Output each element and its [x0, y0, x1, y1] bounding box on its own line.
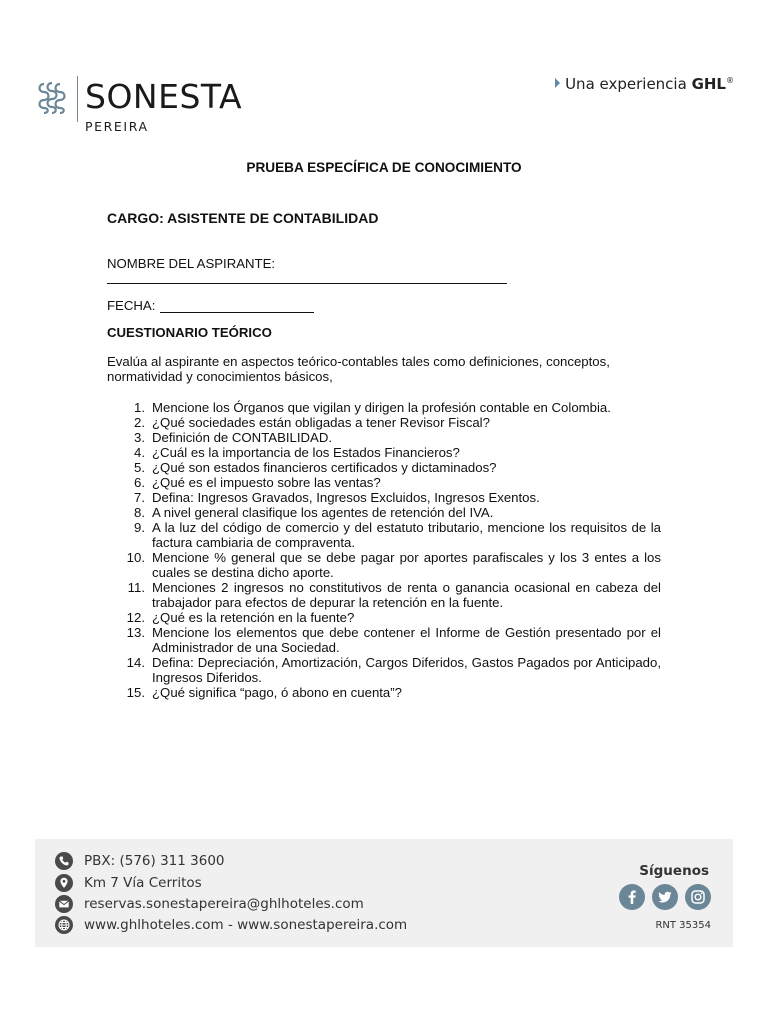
section-title: CUESTIONARIO TEÓRICO [107, 325, 272, 340]
intro-paragraph-line-2: normatividad y conocimientos básicos, [107, 369, 333, 384]
logo-divider [77, 76, 78, 122]
applicant-name-label: NOMBRE DEL ASPIRANTE: [107, 256, 276, 271]
question-text: Menciones 2 ingresos no constitutivos de renta o ganancia ocasional en cabeza del trabajador para efectos de depurar la retención en la fuente. [152, 580, 661, 610]
registered-mark: ® [726, 76, 734, 85]
question-text: Mencione los Órganos que vigilan y dirigen la profesión contable en Colombia. [152, 400, 611, 415]
question-text: ¿Cuál es la importancia de los Estados Financieros? [152, 445, 460, 460]
email-contact [55, 895, 364, 913]
question-number: 7. [134, 490, 145, 505]
date-line[interactable] [160, 300, 314, 313]
question-item [107, 685, 661, 700]
document-title: PRUEBA ESPECÍFICA DE CONOCIMIENTO [246, 160, 522, 175]
question-number: 13. [126, 625, 145, 640]
question-number: 8. [134, 505, 145, 520]
question-item [107, 475, 661, 490]
question-item [107, 625, 661, 655]
address-text: Km 7 Vía Cerritos [84, 875, 202, 891]
question-item [107, 430, 661, 445]
question-number: 3. [134, 430, 145, 445]
question-item [107, 550, 661, 580]
question-number: 9. [134, 520, 145, 535]
question-text: ¿Qué es el impuesto sobre las ventas? [152, 475, 381, 490]
mail-icon [55, 895, 73, 913]
footer-bar [35, 839, 733, 947]
phone-icon [55, 852, 73, 870]
letterhead [0, 0, 768, 140]
question-item [107, 505, 661, 520]
location-pin-icon [55, 874, 73, 892]
sonesta-logo-icon [34, 80, 70, 116]
question-number: 4. [134, 445, 145, 460]
facebook-icon[interactable] [619, 884, 645, 910]
question-item [107, 655, 661, 685]
question-text: ¿Qué sociedades están obligadas a tener Revisor Fiscal? [152, 415, 490, 430]
question-text: Mencione los elementos que debe contener el Informe de Gestión presentado por el Administrador de una Sociedad. [152, 625, 661, 655]
question-text: Mencione % general que se debe pagar por aportes parafiscales y los 3 entes a los cuales se destina dicho aporte. [152, 550, 661, 580]
question-item [107, 490, 661, 505]
phone-contact [55, 852, 225, 870]
question-text: ¿Qué significa “pago, ó abono en cuenta”? [152, 685, 402, 700]
question-text: A la luz del código de comercio y del estatuto tributario, mencione los requisitos de la factura cambiaria de compraventa. [152, 520, 661, 550]
question-text: ¿Qué es la retención en la fuente? [152, 610, 355, 625]
question-item [107, 400, 661, 415]
question-text: Defina: Ingresos Gravados, Ingresos Excluidos, Ingresos Exentos. [152, 490, 540, 505]
brand-name: SONESTA [85, 77, 243, 116]
twitter-icon[interactable] [652, 884, 678, 910]
instagram-icon[interactable] [685, 884, 711, 910]
phone-text: PBX: (576) 311 3600 [84, 853, 225, 869]
question-number: 10. [126, 550, 145, 565]
question-number: 11. [127, 580, 145, 595]
web-contact [55, 916, 407, 934]
brand-location: PEREIRA [85, 119, 149, 134]
email-link[interactable]: reservas.sonestapereira@ghlhoteles.com [84, 896, 364, 912]
website-link[interactable]: www.ghlhoteles.com - www.sonestapereira.com [84, 917, 408, 933]
question-text: Definición de CONTABILIDAD. [152, 430, 333, 445]
question-number: 15. [126, 685, 145, 700]
question-item [107, 415, 661, 430]
question-item [107, 580, 661, 610]
tagline-prefix: Una experiencia [565, 75, 692, 93]
job-position: CARGO: ASISTENTE DE CONTABILIDAD [107, 210, 379, 226]
address-contact [55, 874, 202, 892]
question-item [107, 445, 661, 460]
question-item [107, 460, 661, 475]
question-number: 14. [126, 655, 145, 670]
tagline-brand: GHL [691, 75, 726, 93]
question-text: A nivel general clasifique los agentes de retención del IVA. [152, 505, 494, 520]
question-item [107, 520, 661, 550]
date-label: FECHA: [107, 298, 156, 313]
chevron-right-icon [555, 78, 560, 88]
rnt-code: RNT 35354 [655, 920, 711, 931]
applicant-name-line[interactable] [107, 273, 507, 284]
globe-icon [55, 916, 73, 934]
question-number: 1. [134, 400, 145, 415]
question-text: Defina: Depreciación, Amortización, Cargos Diferidos, Gastos Pagados por Anticipado, Ingresos Diferidos. [152, 655, 661, 685]
document-body [107, 160, 661, 700]
question-list [107, 400, 661, 700]
date-field [107, 298, 661, 313]
follow-label: Síguenos [639, 863, 709, 879]
question-number: 12. [126, 610, 145, 625]
intro-paragraph-line-1: Evalúa al aspirante en aspectos teórico-contables tales como definiciones, conceptos, [107, 354, 610, 369]
tagline [555, 75, 734, 93]
question-item [107, 610, 661, 625]
question-number: 6. [134, 475, 145, 490]
question-text: ¿Qué son estados financieros certificados y dictaminados? [152, 460, 497, 475]
question-number: 5. [134, 460, 145, 475]
question-number: 2. [134, 415, 145, 430]
